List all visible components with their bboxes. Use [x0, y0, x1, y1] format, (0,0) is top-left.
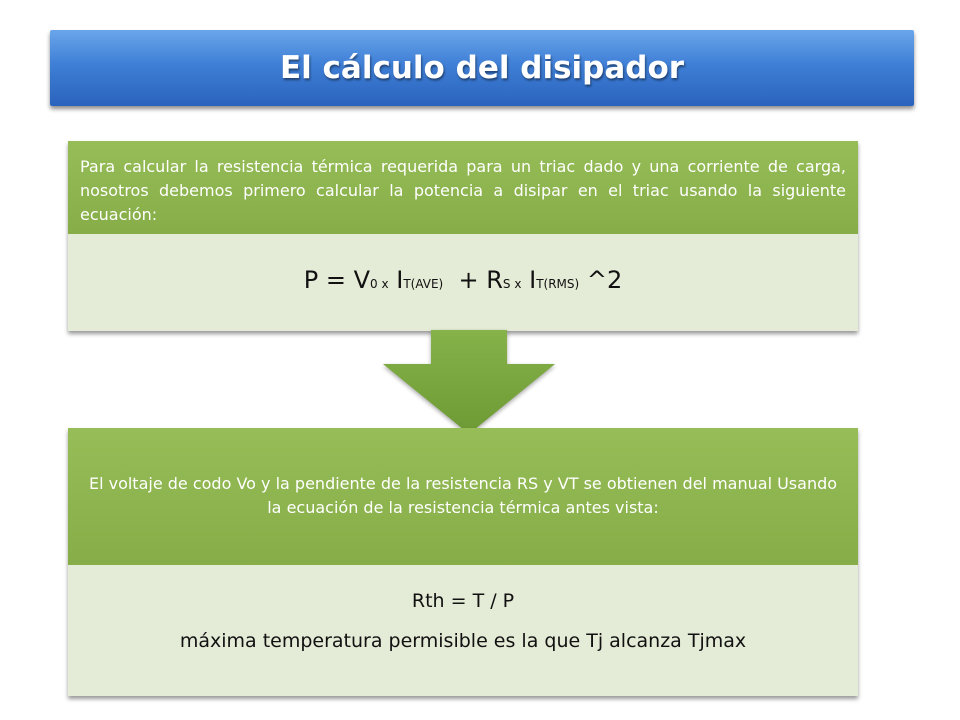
thermal-resistance-box: [68, 428, 858, 696]
power-equation-panel: [68, 234, 858, 331]
eq-i2: I: [521, 265, 537, 294]
eq-i1-sub: T(AVE): [403, 276, 444, 291]
eq-r-sub: S x: [502, 276, 522, 291]
power-equation-box: [68, 141, 858, 331]
title-bar: [50, 30, 914, 106]
eq-i2-sub: T(RMS): [536, 276, 580, 291]
eq-p-v: P = V: [303, 265, 371, 294]
thermal-formula: Rth = T / P: [411, 590, 515, 612]
eq-plus-r: + R: [443, 265, 503, 294]
eq-v-sub: 0 x: [370, 276, 389, 291]
thermal-description-panel: [68, 428, 858, 565]
thermal-formula-panel: [68, 565, 858, 696]
down-arrow-icon: [383, 330, 555, 434]
power-equation: [304, 266, 622, 294]
thermal-description-text: El voltaje de codo Vo y la pendiente de la resistencia RS y VT se obtienen del manual Usando la ecuación de la resistencia térmica antes vista:: [88, 474, 838, 517]
eq-i1: I: [388, 265, 404, 294]
page-title: El cálculo del disipador: [279, 50, 685, 86]
power-description-text: Para calcular la resistencia térmica requerida para un triac dado y una corriente de carga, nosotros debemos primero calcular la potencia a disipar en el triac usando la siguiente ecuación:: [80, 157, 846, 224]
power-description-panel: [68, 141, 858, 234]
eq-power: ^2: [579, 265, 623, 294]
thermal-note: máxima temperatura permisible es la que Tj alcanza Tjmax: [179, 630, 747, 652]
